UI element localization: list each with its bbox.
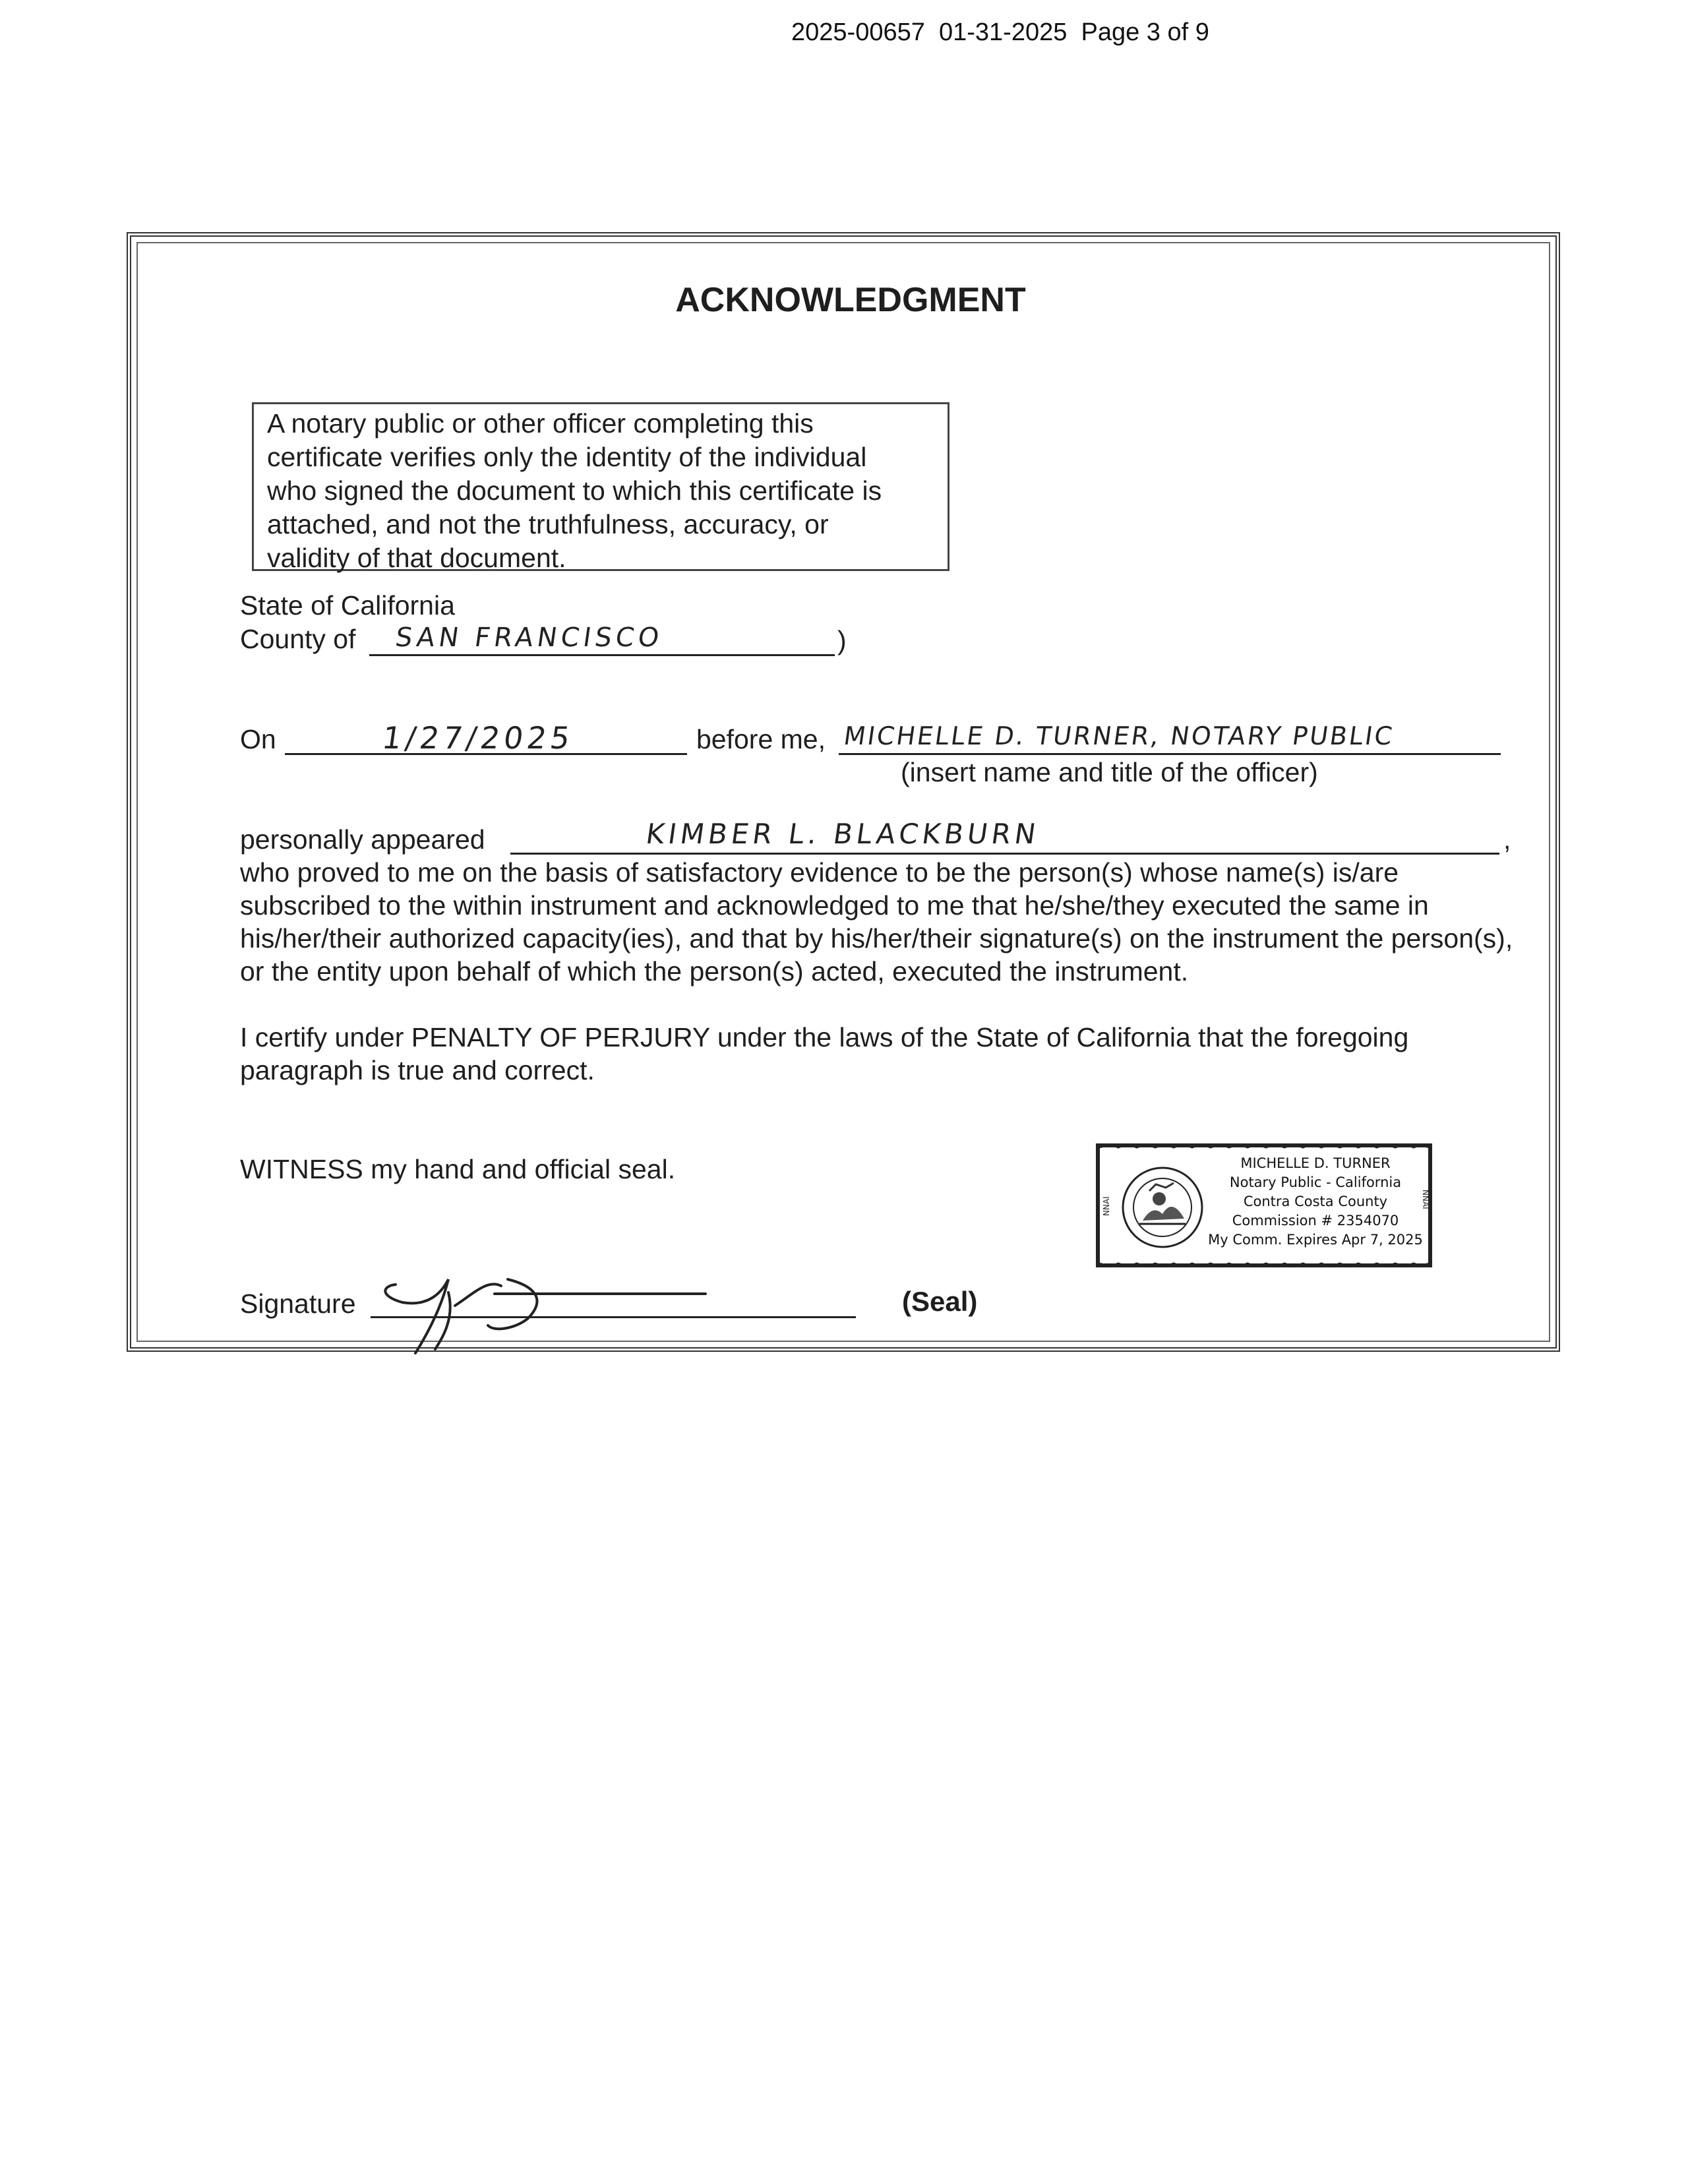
date-value: 1/27/2025 bbox=[380, 720, 576, 756]
notary-stamp bbox=[1096, 1143, 1432, 1267]
officer-underline bbox=[839, 753, 1501, 755]
officer-value: MICHELLE D. TURNER, NOTARY PUBLIC bbox=[841, 721, 1397, 750]
svg-text:NNAI: NNAI bbox=[1102, 1196, 1111, 1216]
page-header: 2025-00657 01-31-2025 Page 3 of 9 bbox=[791, 18, 1209, 46]
county-close: ) bbox=[837, 625, 847, 655]
stamp-line: MICHELLE D. TURNER bbox=[1240, 1155, 1391, 1171]
state-line: State of California bbox=[240, 590, 455, 621]
notice-line: who signed the document to which this certificate is bbox=[267, 475, 882, 506]
appeared-value: KIMBER L. BLACKBURN bbox=[644, 818, 1042, 850]
officer-caption: (insert name and title of the officer) bbox=[901, 757, 1318, 787]
signature-label: Signature bbox=[240, 1289, 356, 1319]
perjury-paragraph: I certify under PENALTY OF PERJURY under the laws of the State of California that the foregoing paragraph is true and correct. bbox=[240, 1022, 1409, 1085]
stamp-line: Notary Public - California bbox=[1229, 1174, 1402, 1190]
proof-paragraph: who proved to me on the basis of satisfactory evidence to be the person(s) whose name(s) is/are subscribed to the within instrument and acknowledged to me that he/she/they executed the same in his/her/their authorized capacity(ies), and that by his/her/their signature(s) on the instrument the person(s), or the entity upon behalf of which the person(s) acted, executed the instrument. bbox=[240, 857, 1513, 986]
form-title: ACKNOWLEDGMENT bbox=[675, 281, 1026, 319]
appeared-label: personally appeared bbox=[240, 824, 485, 855]
notice-line: A notary public or other officer completing this bbox=[267, 408, 814, 439]
on-label: On bbox=[240, 724, 276, 754]
stamp-line: My Comm. Expires Apr 7, 2025 bbox=[1208, 1232, 1423, 1248]
stamp-line: Contra Costa County bbox=[1243, 1194, 1388, 1209]
signature-scribble bbox=[376, 1266, 732, 1358]
witness-line: WITNESS my hand and official seal. bbox=[240, 1154, 676, 1184]
county-underline bbox=[369, 654, 835, 656]
stamp-text bbox=[1207, 1154, 1424, 1250]
stamp-line: Commission # 2354070 bbox=[1232, 1213, 1399, 1228]
notice-line: attached, and not the truthfulness, accuracy, or bbox=[267, 509, 829, 539]
notary-notice-box bbox=[252, 402, 950, 571]
svg-text:NNAI: NNAI bbox=[1421, 1190, 1430, 1209]
appeared-comma: , bbox=[1503, 824, 1511, 855]
appeared-underline bbox=[510, 853, 1499, 855]
california-seal-icon bbox=[1120, 1158, 1205, 1257]
before-me-label: before me, bbox=[696, 724, 826, 754]
county-label: County of bbox=[240, 624, 356, 654]
notice-line: certificate verifies only the identity of the individual bbox=[267, 442, 867, 472]
notice-line: validity of that document. bbox=[267, 543, 566, 573]
county-value: SAN FRANCISCO bbox=[393, 622, 665, 653]
seal-label: (Seal) bbox=[902, 1286, 978, 1317]
